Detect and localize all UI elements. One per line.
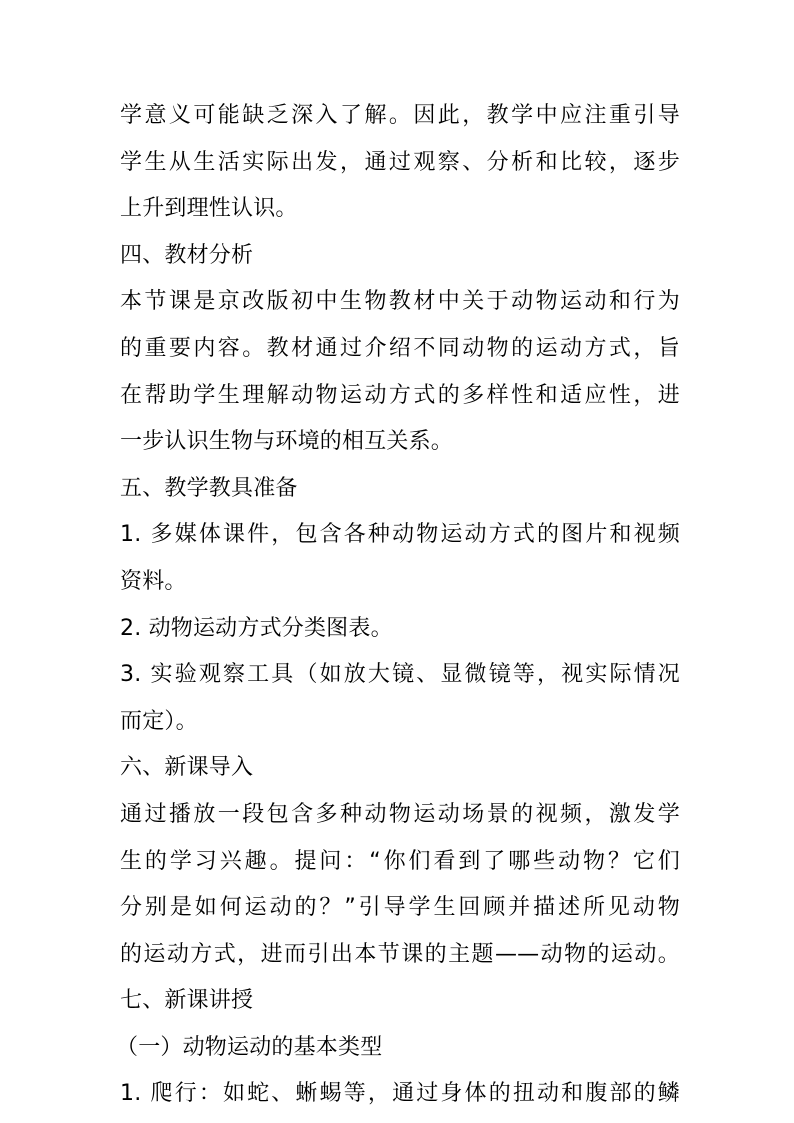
subsection-heading-basic-movement-types: （一）动物运动的基本类型 (116, 1034, 383, 1060)
body-text-line: 本节课是京改版初中生物教材中关于动物运动和行为 (120, 289, 680, 315)
section-heading-new-lesson-teaching: 七、新课讲授 (120, 988, 254, 1014)
list-item-line: 1. 多媒体课件，包含各种动物运动方式的图片和视频 (120, 522, 680, 548)
list-item-line: 1. 爬行：如蛇、蜥蜴等，通过身体的扭动和腹部的鳞 (120, 1081, 680, 1107)
body-text-line: 学生从生活实际出发，通过观察、分析和比较，逐步 (120, 149, 680, 175)
body-text-line: 分别是如何运动的？”引导学生回顾并描述所见动物 (120, 895, 680, 921)
list-item-line: 2. 动物运动方式分类图表。 (120, 615, 393, 641)
body-text-line: 生的学习兴趣。提问：“你们看到了哪些动物？它们 (120, 848, 680, 874)
section-heading-teaching-material-analysis: 四、教材分析 (120, 242, 254, 268)
document-page (116, 93, 680, 1118)
body-text-line: 学意义可能缺乏深入了解。因此，教学中应注重引导 (120, 103, 680, 128)
body-text-line: 上升到理性认识。 (120, 196, 298, 222)
section-heading-teaching-aids: 五、教学教具准备 (120, 475, 298, 501)
list-item-line: 而定）。 (120, 708, 198, 734)
body-text-line: 在帮助学生理解动物运动方式的多样性和适应性，进 (120, 382, 680, 408)
body-text-line: 的重要内容。教材通过介绍不同动物的运动方式，旨 (120, 335, 680, 361)
body-text-line: 通过播放一段包含多种动物运动场景的视频，激发学 (120, 801, 680, 827)
list-item-line: 3. 实验观察工具（如放大镜、显微镜等，视实际情况 (120, 662, 680, 688)
section-heading-lesson-introduction: 六、新课导入 (120, 755, 254, 781)
list-item-line: 资料。 (120, 568, 187, 594)
body-text-line: 一步认识生物与环境的相互关系。 (120, 429, 454, 455)
body-text-line: 的运动方式，进而引出本节课的主题——动物的运动。 (120, 941, 680, 967)
